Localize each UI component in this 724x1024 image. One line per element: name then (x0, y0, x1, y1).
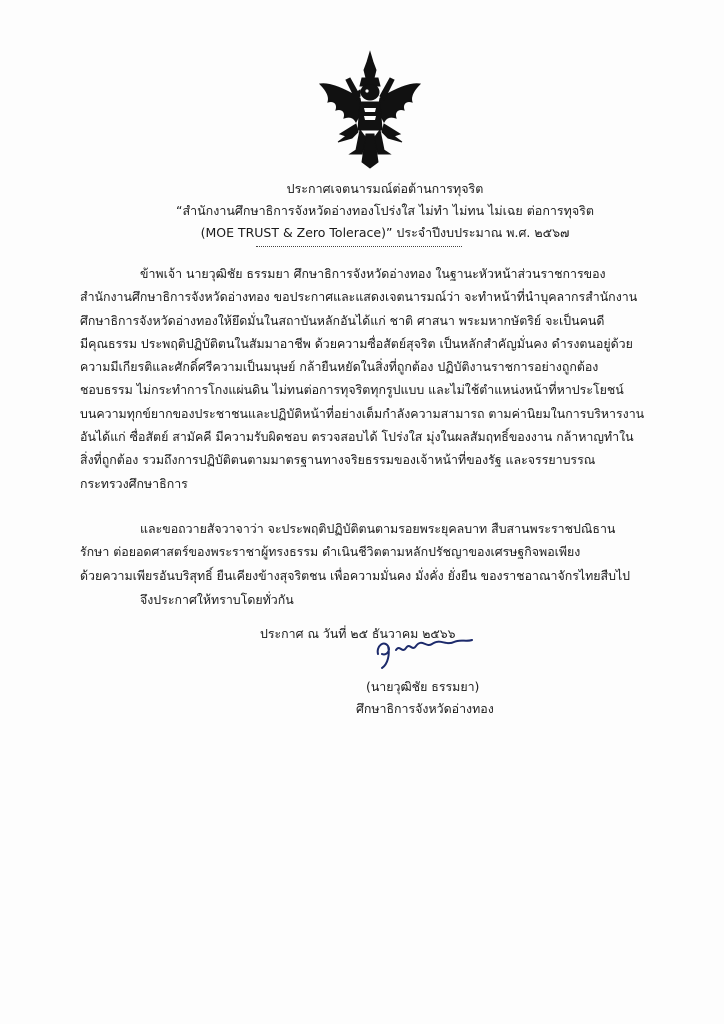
announcement-title: ประกาศเจตนารมณ์ต่อต้านการทุจริต (286, 181, 484, 196)
announcement-subtitle-line2: (MOE TRUST & Zero Tolerace)” ประจำปีงบประมาณ พ.ศ. ๒๕๖๗ (200, 225, 570, 240)
paragraph-1-line: สำนักงานศึกษาธิการจังหวัดอ่างทอง ขอประกาศและแสดงเจตนารมณ์ว่า จะทำหน้าที่นำบุคลากรสำนักงาน (80, 289, 638, 305)
paragraph-2-line: รักษา ต่อยอดศาสตร์ของพระราชาผู้ทรงธรรม ดำเนินชีวิตตามหลักปรัชญาของเศรษฐกิจพอเพียง (80, 544, 581, 560)
paragraph-1-line: อันได้แก่ ซื่อสัตย์ สามัคคี มีความรับผิดชอบ ตรวจสอบได้ โปร่งใส มุ่งในผลสัมฤทธิ์ของงาน กล้าหาญทำใน (80, 429, 634, 445)
garuda-emblem-icon (316, 50, 424, 170)
closing-line: จึงประกาศให้ทราบโดยทั่วกัน (140, 592, 294, 607)
signer-block (356, 676, 536, 720)
signer-position: ศึกษาธิการจังหวัดอ่างทอง (356, 701, 494, 716)
paragraph-1-line: บนความทุกข์ยากของประชาชนและปฏิบัติหน้าที่อย่างเต็มกำลังความสามารถ ตามค่านิยมในการบริหารงาน (80, 405, 645, 421)
paragraph-2-line: ด้วยความเพียรอันบริสุทธิ์ ยืนเคียงข้างสุจริตชน เพื่อความมั่นคง มั่งคั่ง ยั่งยืน ของราชอาณาจักรไทยสืบไป (80, 567, 631, 583)
paragraph-1-line: ศึกษาธิการจังหวัดอ่างทองให้ยึดมั่นในสถาบันหลักอันได้แก่ ชาติ ศาสนา พระมหากษัตริย์ จะเป็นคนดี (80, 312, 605, 328)
dateline: ประกาศ ณ วันที่ ๒๕ ธันวาคม ๒๕๖๖ (260, 626, 456, 641)
paragraph-1-line: ข้าพเจ้า นายวุฒิชัย ธรรมยา ศึกษาธิการจังหวัดอ่างทอง ในฐานะหัวหน้าส่วนราชการของ (140, 266, 606, 281)
announcement-header (150, 178, 620, 244)
paragraph-1 (80, 262, 650, 495)
header-dotted-divider (256, 246, 462, 247)
paragraph-1-line: ความมีเกียรติและศักดิ์ศรีความเป็นมนุษย์ กล้ายืนหยัดในสิ่งที่ถูกต้อง ปฏิบัติงานราชการอย่างถูกต้อง (80, 359, 599, 375)
announcement-subtitle-line1: “สำนักงานศึกษาธิการจังหวัดอ่างทองโปร่งใส ไม่ทำ ไม่ทน ไม่เฉย ต่อการทุจริต (175, 203, 595, 218)
paragraph-2-line: และขอถวายสัจวาจาว่า จะประพฤติปฏิบัติตนตามรอยพระยุคลบาท สืบสานพระราชปณิธาน (140, 521, 616, 536)
signer-name: (นายวุฒิชัย ธรรมยา) (366, 679, 480, 694)
paragraph-1-line: มีคุณธรรม ประพฤติปฏิบัติตนในสัมมาอาชีพ ด้วยความซื่อสัตย์สุจริต เป็นหลักสำคัญมั่นคง ดำรงตนอยู่ด้วย (80, 335, 633, 351)
closing-paragraph (80, 588, 650, 611)
paragraph-2 (80, 517, 650, 587)
paragraph-1-line: กระทรวงศึกษาธิการ (80, 475, 188, 491)
handwritten-signature (372, 624, 476, 670)
paragraph-1-line: สิ่งที่ถูกต้อง รวมถึงการปฏิบัติตนตามมาตรฐานทางจริยธรรมของเจ้าหน้าที่ของรัฐ และจรรยาบรรณ (80, 452, 596, 468)
paragraph-1-line: ชอบธรรม ไม่กระทำการโกงแผ่นดิน ไม่ทนต่อการทุจริตทุกรูปแบบ และไม่ใช้ตำแหน่งหน้าที่หาประโยชน์ (80, 382, 624, 398)
